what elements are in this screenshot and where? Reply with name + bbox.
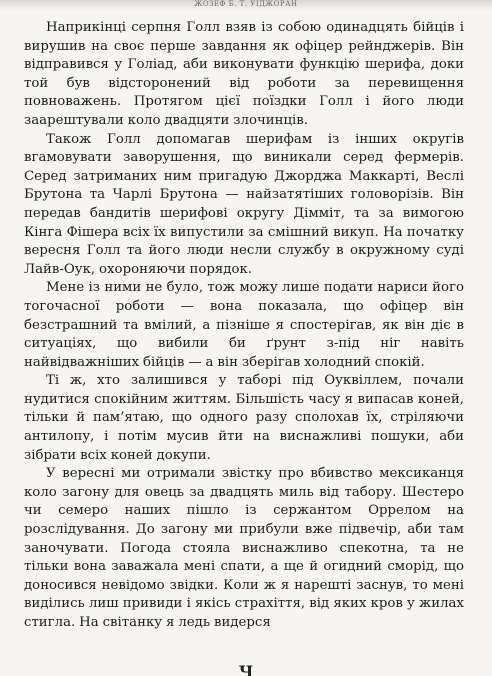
paragraph: Також Голл допомагав шерифам із інших округів вгамовувати заворушення, що виникали серед фермерів. Серед затриманих ним пригадую Джорджа Маккарті, Веслі Брутона та Чарлі Брутона — найзатятіших головорізів. Він передав бандитів шерифові округу Дімміт, та за вимогою Кінга Фішера всіх їх випустили за смішний викуп. На початку вересня Голл та його люди несли службу в окружному суді Лайв-Оук, охороняючи порядок. <box>24 131 464 277</box>
page-number: Ч <box>238 662 254 676</box>
paragraph: Мене із ними не було, тож можу лише подати нариси його тогочасної роботи — вона показала, що офіцер він безстрашний та вмілий, а пізніше я спостерігав, як він діє в ситуаціях, що вибили би ґрунт з-під ніг навіть найвідважніших бійців — а він зберігав холодний спокій. <box>24 280 464 370</box>
running-header: ЖОЗЕФ Б. Т. УІДЖОРАН <box>194 0 298 8</box>
paragraph: У вересні ми отримали звістку про вбивство мексиканця коло загону для овець за двадцять миль від табору. Шестеро чи семеро наших пішло із сержантом Оррелом на розслідування. До загону ми прибули вже підвечір, аби там заночувати. Погода стояла виснажливо спекотна, та не тільки вона заважала мені спати, а ще й огидний сморід, що доносився невідомо звідки. Коли ж я нарешті заснув, то мені виділись лиш привиди і якісь страхіття, від яких кров у жилах стигла. На світанку я ледь видерся <box>24 466 464 630</box>
page-body <box>24 19 464 633</box>
paragraph: Ті ж, хто залишився у таборі під Оуквіллем, почали нудитися спокійним життям. Більшість часу я випасав коней, тільки й пам’ятаю, що одного разу сполохав їх, стріляючи антилопу, і потім мусив йти на виснажливі пошуки, аби зібрати всіх коней докупи. <box>24 373 464 463</box>
paragraph: Наприкінці серпня Голл взяв із собою одинадцять бійців і вирушив на своє перше завдання як офіцер рейнджерів. Він відправився у Голіад, аби виконувати функцію шерифа, доки той був відсторонений від роботи за перевищення повноважень. Протягом цієї поїздки Голл і його люди заарештували коло двадцяти злочинців. <box>24 20 464 128</box>
